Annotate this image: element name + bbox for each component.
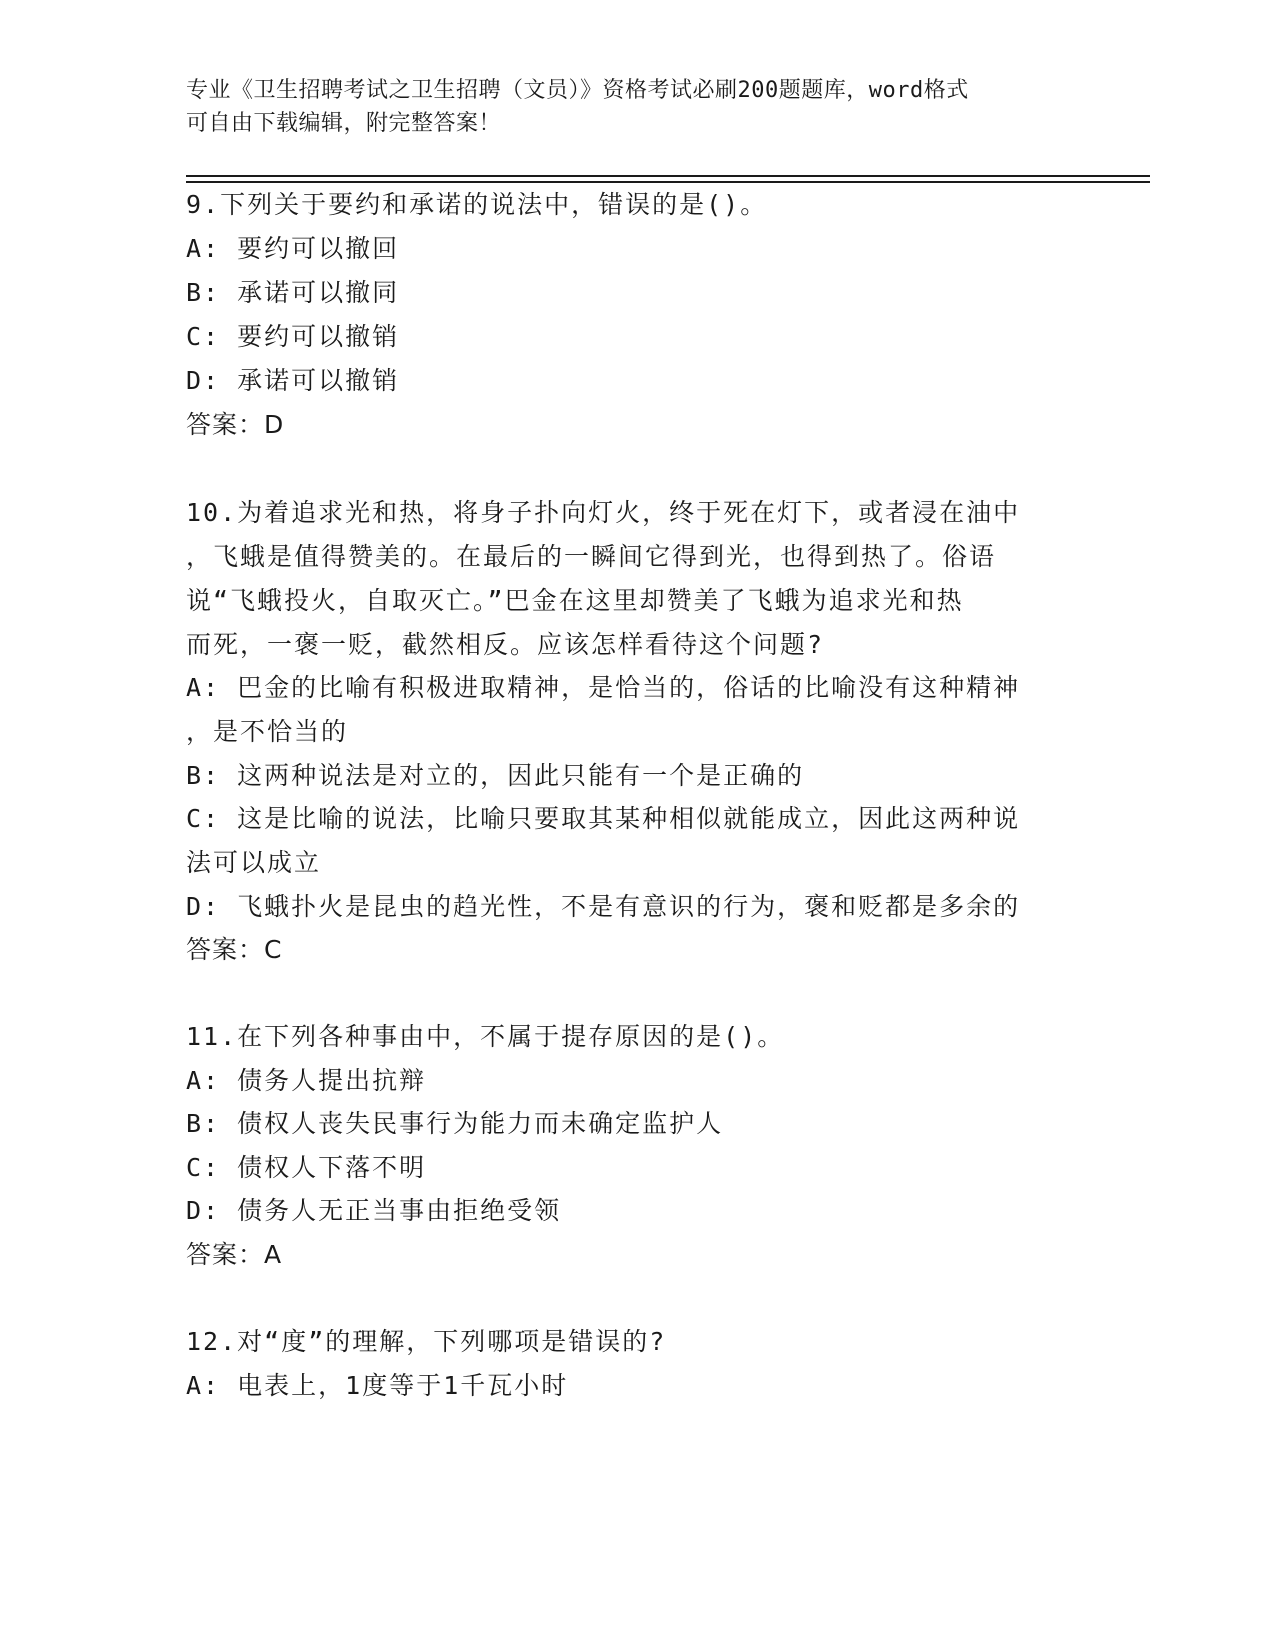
question-10-option-c-line-2: 法可以成立 xyxy=(186,848,322,877)
question-11-option-d: D: 债务人无正当事由拒绝受领 xyxy=(186,1196,562,1225)
question-9-option-c: C: 要约可以撤销 xyxy=(186,322,400,351)
question-11-option-a: A: 债务人提出抗辩 xyxy=(186,1066,427,1095)
question-10-option-c-line-1: C: 这是比喻的说法，比喻只要取其某种相似就能成立，因此这两种说 xyxy=(186,804,1021,833)
question-9-answer: 答案：D xyxy=(186,410,285,439)
question-10-stem-line-1: 10.为着追求光和热，将身子扑向灯火，终于死在灯下，或者浸在油中 xyxy=(186,498,1021,527)
question-10-option-a-line-1: A: 巴金的比喻有积极进取精神，是恰当的，俗话的比喻没有这种精神 xyxy=(186,673,1021,702)
question-9-stem: 9.下列关于要约和承诺的说法中，错误的是()。 xyxy=(186,190,768,219)
question-11-option-c: C: 债权人下落不明 xyxy=(186,1153,427,1182)
question-11-option-b: B: 债权人丧失民事行为能力而未确定监护人 xyxy=(186,1109,724,1138)
question-10-stem-line-4: 而死，一褒一贬，截然相反。应该怎样看待这个问题? xyxy=(186,630,825,659)
question-9-option-d: D: 承诺可以撤销 xyxy=(186,366,400,395)
question-10-stem-line-2: ，飞蛾是值得赞美的。在最后的一瞬间它得到光，也得到热了。俗语 xyxy=(186,542,997,571)
question-10-answer: 答案：C xyxy=(186,935,283,964)
header-divider-top xyxy=(186,175,1150,177)
question-10-option-b: B: 这两种说法是对立的，因此只能有一个是正确的 xyxy=(186,761,805,790)
question-11-answer: 答案：A xyxy=(186,1240,283,1269)
header-line-2: 可自由下载编辑，附完整答案！ xyxy=(186,111,502,136)
question-10-option-d: D: 飞蛾扑火是昆虫的趋光性，不是有意识的行为，褒和贬都是多余的 xyxy=(186,892,1021,921)
header-line-1: 专业《卫生招聘考试之卫生招聘（文员）》资格考试必刷200题题库，word格式 xyxy=(186,78,969,103)
question-12-option-a: A: 电表上，1度等于1千瓦小时 xyxy=(186,1371,569,1400)
document-header xyxy=(186,74,1066,140)
question-12-stem: 12.对“度”的理解，下列哪项是错误的? xyxy=(186,1327,667,1356)
question-10-option-a-line-2: ，是不恰当的 xyxy=(186,717,349,746)
question-9-option-a: A: 要约可以撤回 xyxy=(186,234,400,263)
question-10-stem-line-3: 说“飞蛾投火，自取灭亡。”巴金在这里却赞美了飞蛾为追求光和热 xyxy=(186,586,964,615)
question-9-option-b: B: 承诺可以撤同 xyxy=(186,278,400,307)
question-11-stem: 11.在下列各种事由中，不属于提存原因的是()。 xyxy=(186,1022,785,1051)
